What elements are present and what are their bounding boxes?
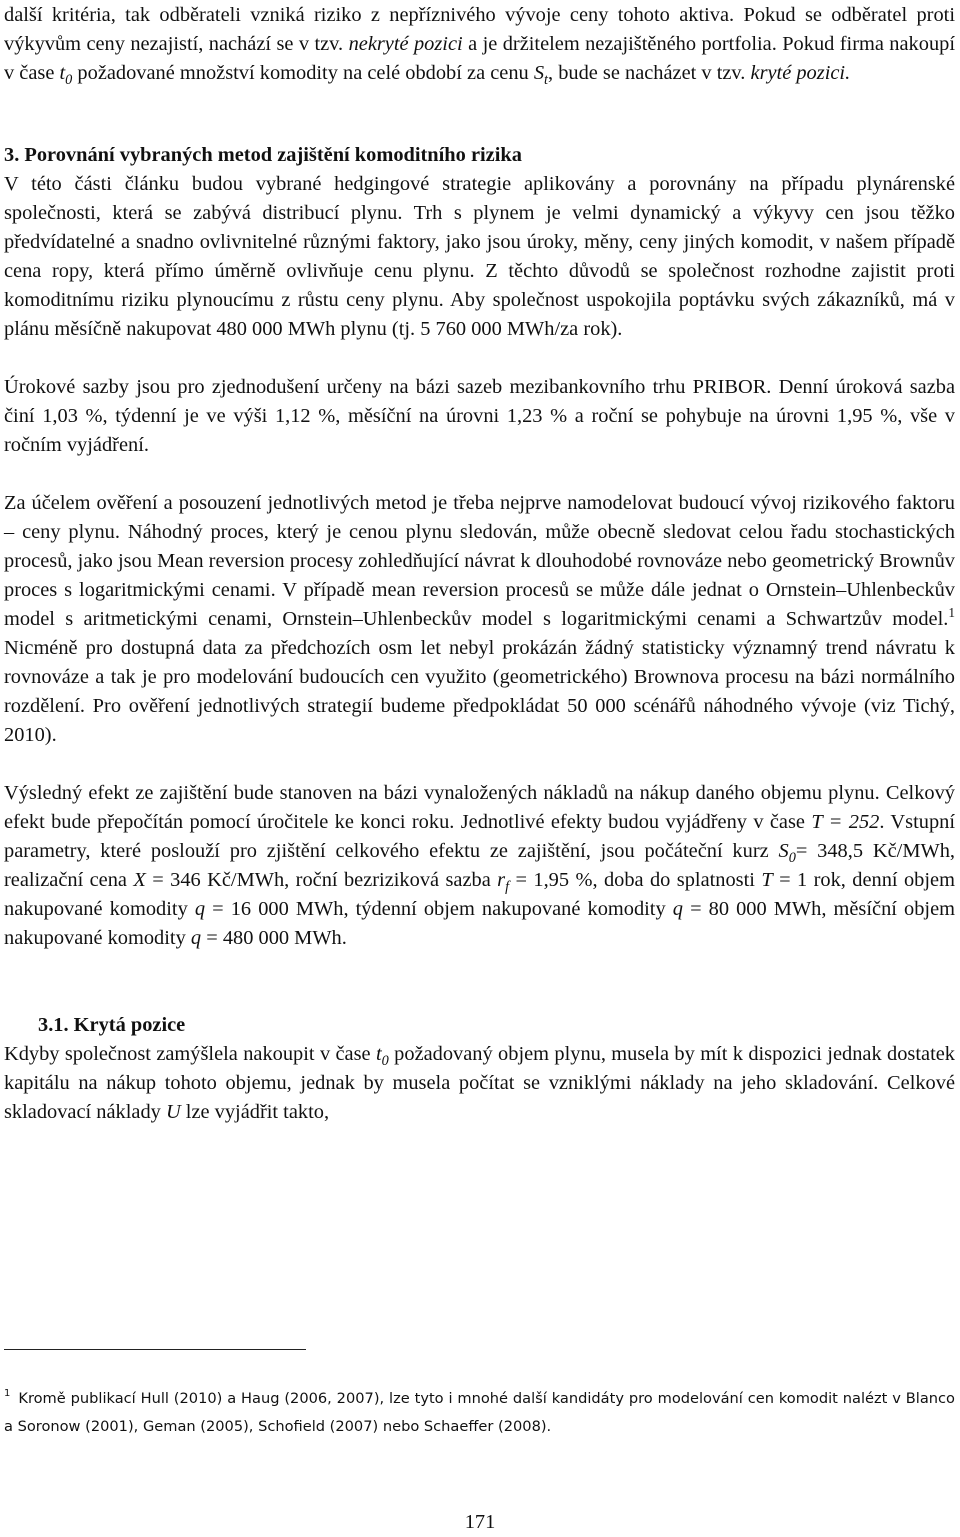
s31-text-a: Kdyby společnost zamýšlela nakoupit v čase — [4, 1043, 371, 1065]
section-3-paragraph-3 — [4, 489, 955, 750]
p4-time-t252: T = 252 — [811, 811, 880, 833]
p4-text-g: = 16 000 MWh, týdenní objem nakupované komodity — [212, 898, 666, 920]
intro-text-3: požadované množství komodity na celé období za cenu — [77, 62, 529, 84]
intro-text-2: a je držitelem nezajištěného portfolia. Pokud firma nakoupí v čase — [4, 33, 955, 84]
p4-text-e: = 1,95 %, doba do splatnosti — [515, 869, 755, 891]
footnote-ref: 1 — [948, 605, 955, 621]
footnote-mark: 1 — [4, 1388, 11, 1399]
p4-text-b: . Vstupní parametry, které poslouží pro zjištění celkového efektu ze zajištění, jsou počáteční kurz — [4, 811, 956, 862]
intro-term-covered: kryté pozici. — [750, 62, 851, 84]
paper-page — [4, 0, 955, 1127]
s31-u: U — [165, 1101, 181, 1123]
p4-text-c: = 348,5 Kč/MWh, realizační cena — [4, 840, 955, 891]
section-3-1-heading: 3.1. Krytá pozice — [38, 1014, 186, 1036]
p4-text-a: Výsledný efekt ze zajištění bude stanoven na bázi vynaložených nákladů na nákup daného objemu plynu. Celkový efekt bude přepočítán pomocí úročitele ke konci roku. Jednotlivé efekty budou vyjádřeny v čase — [4, 782, 955, 833]
footnote — [4, 1385, 955, 1441]
p4-t: T — [761, 869, 773, 891]
s31-text-c: lze vyjádřit takto, — [185, 1101, 330, 1123]
section-3-1-paragraph-1 — [4, 1040, 955, 1127]
section-3-paragraph-2: Úrokové sazby jsou pro zjednodušení určeny na bázi sazeb mezibankovního trhu PRIBOR. Denní úroková sazba činí 1,03 %, týdenní je ve výši 1,12 %, měsíční na úrovni 1,23 % a roční se pohybuje na úrovni 1,95 %, vše v ročním vyjádření. — [4, 376, 955, 456]
footnote-text: Kromě publikací Hull (2010) a Haug (2006, 2007), lze tyto i mnohé další kandidáty pro modelování cen komodit nalézt v Blanco a Soronow (2001), Geman (2005), Schofield (2007) nebo Schaeffer (2008). — [4, 1390, 955, 1435]
p4-q-monthly: q — [190, 927, 202, 949]
p3-text-b: Nicméně pro dostupná data za předchozích osm let nebyl prokázán žádný statisticky významný trend návratu k rovnováze a tak je pro modelování budoucích cen využito (geometrického) Brownova procesu na bázi normálního rozdělení. Pro ověření jednotlivých strategií budeme předpokládat 50 000 scénářů náhodného vývoje (viz Tichý, 2010). — [4, 637, 955, 746]
p4-text-d: = 346 Kč/MWh, roční bezriziková sazba — [152, 869, 491, 891]
p4-text-i: = 480 000 MWh. — [206, 927, 347, 949]
intro-text-1: další kritéria, tak odběrateli vzniká riziko z nepříznivého vývoje ceny tohoto aktiva. Pokud se odběratel proti výkyvům ceny nezajistí, nachází se v tzv. — [4, 4, 955, 55]
s31-t0: $t_0$ — [375, 1043, 389, 1070]
s31-text-b: požadovaný objem plynu, musela by mít k dispozici jednak dostatek kapitálu na nákup tohoto objemu, jednak by musela počítat se vzniklými náklady na jeho skladování. Celkové skladovací náklady — [4, 1043, 955, 1123]
p4-rf: $r_f$ — [497, 869, 510, 896]
section-3-paragraph-4 — [4, 779, 955, 953]
spacer — [4, 953, 955, 1011]
p4-text-f: = 1 rok, denní objem nakupované komodity — [4, 869, 955, 920]
p3-text-a: Za účelem ověření a posouzení jednotlivých metod je třeba nejprve namodelovat budoucí vývoj rizikového faktoru – ceny plynu. Náhodný proces, který je cenou plynu sledován, může obecně sledovat celou řadu stochastických procesů, jako jsou Mean reversion procesy zohledňující návrat k dlouhodobé rovnováze nebo geometrický Brownův proces s logaritmickými cenami. V případě mean reversion procesů se může dále jednat o Ornstein–Uhlenbeckův model s aritmetickými cenami, Ornstein–Uhlenbeckův model s logaritmickými cenami a Schwartzův model. — [4, 492, 955, 630]
section-3-heading: 3. Porovnání vybraných metod zajištění komoditního rizika — [4, 144, 522, 166]
intro-st: $S_t$ — [533, 62, 548, 89]
intro-paragraph — [4, 1, 955, 88]
p4-s0: $S_0$ — [778, 840, 796, 867]
p4-q-daily: q — [194, 898, 206, 920]
intro-t0: $t_0$ — [59, 62, 73, 89]
section-3-paragraph-1: V této části článku budou vybrané hedgingové strategie aplikovány a porovnány na případu plynárenské společnosti, která se zabývá distribucí plynu. Trh s plynem je velmi dynamický a výkyvy cen jsou těžko předvídatelné a snadno ovlivnitelné různými faktory, jako jsou úroky, měny, ceny jiných komodit, v našem případě cena ropy, která přímo úměrně ovlivňuje cenu plynu. Z těchto důvodů se společnost rozhodne zajistit proti komoditnímu riziku plynoucímu z růstu ceny plynu. Aby společnost uspokojila poptávku svých zákazníků, má v plánu měsíčně nakupovat 480 000 MWh plynu (tj. 5 760 000 MWh/za rok). — [4, 173, 955, 340]
intro-text-4: , bude se nacházet v tzv. — [548, 62, 746, 84]
intro-term-uncovered: nekryté pozici — [348, 33, 463, 55]
p4-q-weekly: q — [672, 898, 683, 920]
p4-x: X — [133, 869, 146, 891]
page-number: 171 — [464, 1511, 496, 1533]
p4-text-h: = 80 000 MWh, měsíční objem nakupované komodity — [4, 898, 955, 949]
footnote-divider — [4, 1349, 306, 1350]
